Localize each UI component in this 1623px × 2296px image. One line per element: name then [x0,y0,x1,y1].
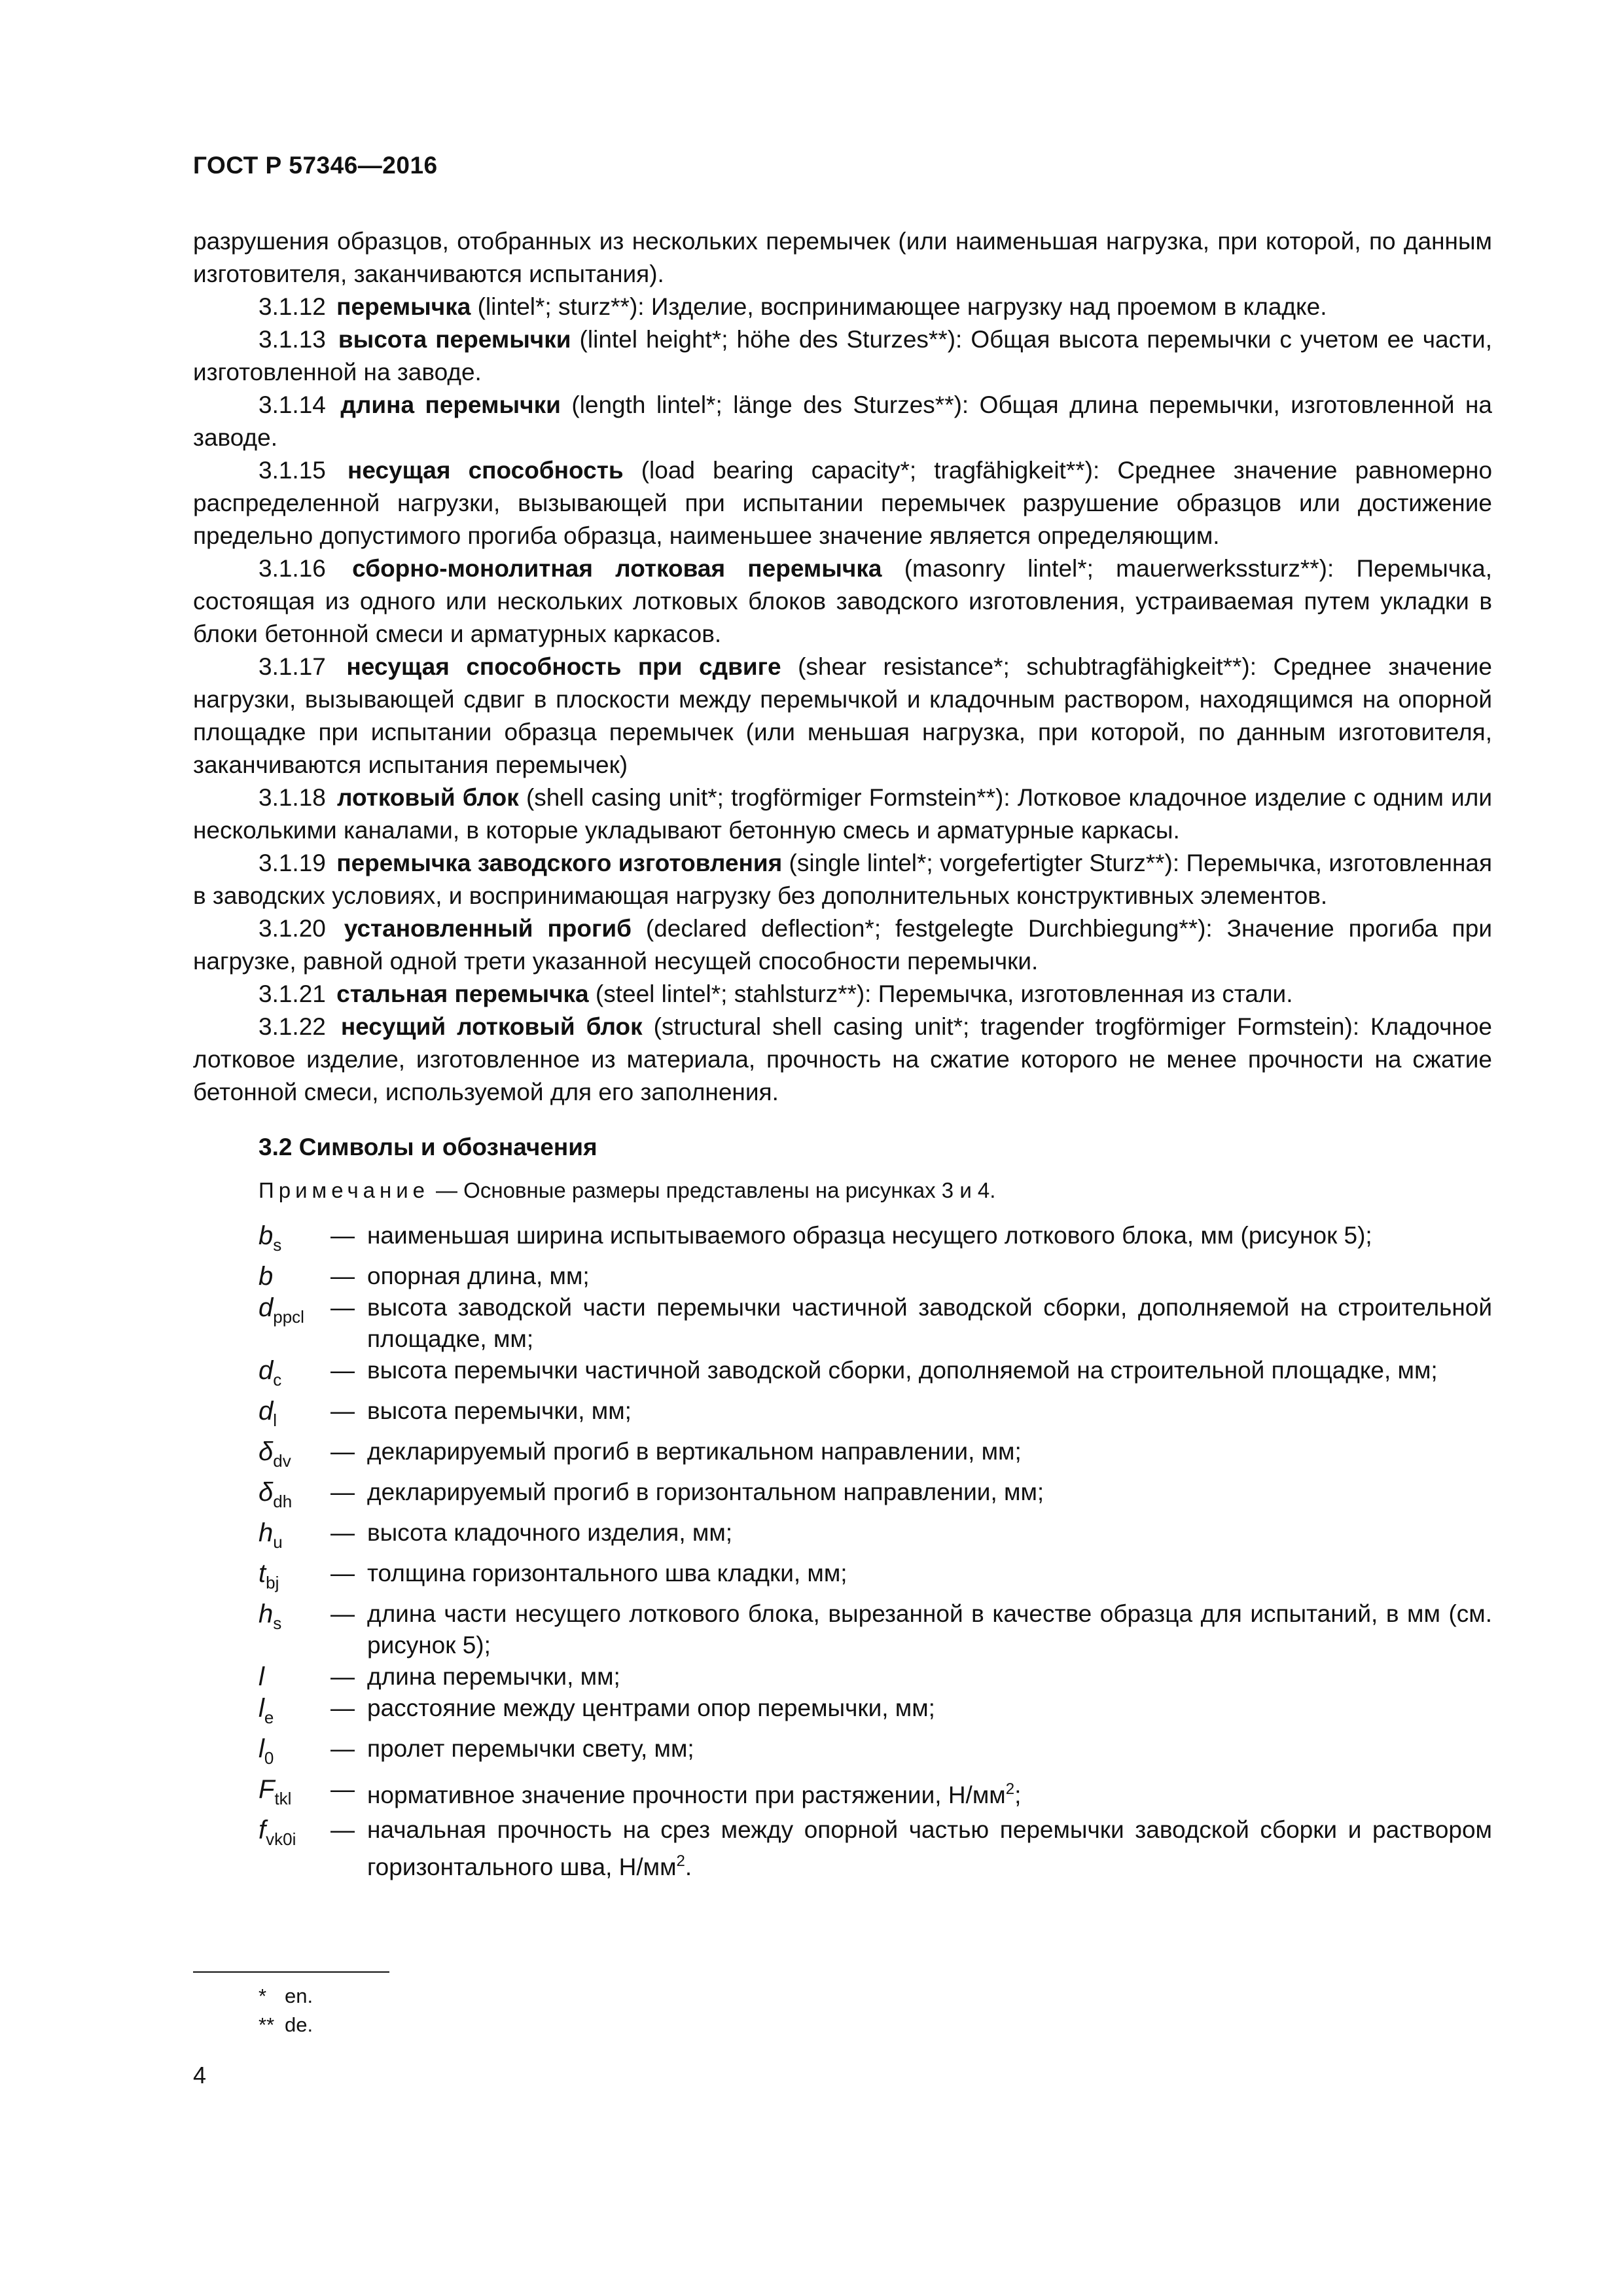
symbol-description-text: высота перемычки, мм; [367,1397,632,1424]
note-label: Примечание [259,1178,430,1202]
definition-item [193,552,1492,651]
definition-text: (length lintel*; länge des Sturzes**): Общая длина перемычки, изготовленной на заводе. [193,391,1492,451]
symbol-description [367,1292,1492,1355]
symbol-description-text: пролет перемычки свету, мм; [367,1735,694,1762]
symbol [259,1436,330,1477]
definition-term: лотковый блок [337,784,519,811]
document-body [193,225,1492,1883]
symbol-base: d [259,1293,274,1322]
footnote [259,2012,313,2038]
definition-text: (single lintel*; vorgefertigter Sturz**): Перемычка, изготовленная в заводских условиях, и воспринимающая нагрузку без дополнительных конструктивных элементов. [193,850,1492,909]
definition-text: (lintel*; sturz**): Изделие, воспринимающее нагрузку над проемом в кладке. [471,293,1327,320]
symbol-description-text: опорная длина, мм; [367,1263,590,1289]
symbol-description-text: начальная прочность на срез между опорной частью перемычки заводской сборки и раствором горизонтального шва, Н/мм [367,1816,1492,1880]
symbol-subscript: s [273,1235,282,1255]
footnote-text: en. [285,1984,313,2007]
symbol-base: b [259,1221,274,1250]
symbol-base: d [259,1397,274,1426]
symbol-description [367,1436,1492,1467]
symbol-subscript: bj [266,1573,279,1592]
symbol-description-text: высота перемычки частичной заводской сборки, дополняемой на строительной площадке, мм; [367,1357,1438,1384]
symbol-description-tail: . [685,1854,692,1880]
symbol-base: δ [259,1437,274,1466]
note-text: — Основные размеры представлены на рисунках 3 и 4. [436,1178,996,1202]
symbol-description-text: длина части несущего лоткового блока, вырезанной в качестве образца для испытаний, в мм (см. рисунок 5); [367,1600,1492,1659]
definition-item [193,291,1492,323]
definition-term: перемычка [336,293,471,320]
definition-item [193,323,1492,389]
definition-item [193,651,1492,781]
document-header: ГОСТ Р 57346—2016 [193,152,438,179]
symbol-base: l [259,1734,264,1763]
symbol-description-text: расстояние между центрами опор перемычки, мм; [367,1695,935,1721]
symbol-row [193,1436,1492,1477]
symbol-description-text: декларируемый прогиб в горизонтальном направлении, мм; [367,1479,1044,1505]
symbol [259,1814,330,1855]
section-title: 3.2 Символы и обозначения [259,1134,597,1160]
definition-number: 3.1.19 [259,850,326,876]
symbol-subscript: s [273,1613,282,1633]
intro-paragraph: разрушения образцов, отобранных из нескольких перемычек (или наименьшая нагрузка, при которой, по данным изготовителя, заканчиваются испытания). [193,228,1492,287]
symbol [259,1693,330,1733]
symbol [259,1774,330,1814]
definition-number: 3.1.15 [259,457,326,484]
symbol-row [193,1395,1492,1436]
symbol-dash: — [330,1735,355,1762]
symbol-description-text: высота заводской части перемычки частичной заводской сборки, дополняемой на строительной площадке, мм; [367,1294,1492,1352]
symbol-subscript: tkl [274,1789,292,1808]
definition-term: установленный прогиб [344,915,632,942]
symbol-description [367,1814,1492,1883]
symbol-dash: — [330,1695,355,1721]
unit-superscript: 2 [1005,1780,1015,1798]
symbol-dash: — [330,1222,355,1249]
symbol-description [367,1774,1492,1811]
symbol-subscript: c [273,1370,282,1390]
definition-item [193,454,1492,552]
definition-text: (shear resistance*; schubtragfähigkeit**): Среднее значение нагрузки, вызывающей сдвиг в плоскости между перемычкой и кладочным раствором, находящимся на опорной площадке при испытании образца перемычек (или меньшая нагрузка, при которой, по данным изготовителя, заканчиваются испытания перемычек) [193,653,1492,778]
symbol [259,1733,330,1774]
definition-text: (structural shell casing unit*; tragender trogförmiger Formstein): Кладочное лотковое изделие, изготовленное из материала, прочность на сжатие которого не менее прочности на сжатие бетонной смеси, используемой для его заполнения. [193,1013,1492,1105]
symbol [259,1220,330,1261]
symbol-description [367,1733,1492,1765]
unit-superscript: 2 [676,1852,685,1870]
symbol-dash: — [330,1479,355,1505]
symbol-description-text: нормативное значение прочности при растяжении, Н/мм [367,1782,1006,1808]
note [259,1175,1492,1206]
symbol-description [367,1693,1492,1724]
symbol-description-text: толщина горизонтального шва кладки, мм; [367,1560,847,1587]
definition-number: 3.1.21 [259,980,326,1007]
symbol-description [367,1220,1492,1251]
symbol-row [193,1774,1492,1814]
symbol-subscript: l [273,1410,277,1430]
symbol-base: f [259,1816,266,1844]
symbol-description [367,1477,1492,1508]
symbol-base: l [259,1694,264,1723]
symbol [259,1292,330,1333]
symbol-description [367,1517,1492,1549]
definition-text: (lintel height*; höhe des Sturzes**): Общая высота перемычки с учетом ее части, изготовленной на заводе. [193,326,1492,386]
symbol-row [193,1292,1492,1355]
symbol-dash: — [330,1263,355,1289]
definitions-list [193,291,1492,1109]
definition-text: (declared deflection*; festgelegte Durchbiegung**): Значение прогиба при нагрузке, равной одной трети указанной несущей способности перемычки. [193,915,1493,975]
footnote-text: de. [285,2013,313,2036]
symbol-description [367,1395,1492,1427]
symbol-description [367,1261,1492,1292]
definition-term: сборно-монолитная лотковая перемычка [352,555,882,582]
symbol-row [193,1261,1492,1292]
symbol-subscript: u [273,1532,283,1552]
symbol-row [193,1814,1492,1883]
symbol-dash: — [330,1816,355,1843]
symbol-base: d [259,1356,274,1385]
definition-text: (load bearing capacity*; tragfähigkeit**): Среднее значение равномерно распределенной нагрузки, вызывающей при испытании перемычек разрушение образцов или достижение предельно допустимого прогиба образца, наименьшее значение является определяющим. [193,457,1493,549]
symbol-row [193,1517,1492,1558]
definition-number: 3.1.22 [259,1013,326,1040]
symbol [259,1355,330,1395]
symbol-dash: — [330,1560,355,1587]
definition-term: стальная перемычка [336,980,589,1007]
symbol-dash: — [330,1294,355,1321]
symbol-row [193,1355,1492,1395]
symbol-description-text: наименьшая ширина испытываемого образца несущего лоткового блока, мм (рисунок 5); [367,1222,1372,1249]
definition-number: 3.1.12 [259,293,326,320]
symbols-list [193,1220,1492,1883]
symbol-dash: — [330,1438,355,1465]
definition-number: 3.1.20 [259,915,326,942]
definition-item [193,978,1492,1011]
symbol-base: h [259,1518,274,1547]
symbol-description-tail: ; [1014,1782,1022,1808]
symbol-row [193,1598,1492,1661]
definition-text: (masonry lintel*; mauerwerkssturz**): Перемычка, состоящая из одного или нескольких лотковых блоков заводского изготовления, устраиваемая путем укладки в блоки бетонной смеси и арматурных каркасов. [193,555,1492,647]
symbol [259,1598,330,1639]
definition-number: 3.1.16 [259,555,326,582]
symbol-row [193,1558,1492,1598]
symbol-base: δ [259,1478,274,1507]
symbol-base: t [259,1559,266,1588]
symbol [259,1261,330,1292]
symbol-row [193,1477,1492,1517]
symbol-description [367,1598,1492,1661]
symbol-dash: — [330,1776,355,1803]
symbol-row [193,1220,1492,1261]
definition-text: (steel lintel*; stahlsturz**): Перемычка, изготовленная из стали. [588,980,1293,1007]
symbol-base: l [259,1662,264,1691]
symbol-subscript: e [264,1708,274,1727]
symbol-subscript: dv [273,1451,291,1471]
symbol-row [193,1733,1492,1774]
definition-term: высота перемычки [338,326,571,353]
symbol-dash: — [330,1663,355,1690]
symbol-row [193,1693,1492,1733]
definition-number: 3.1.18 [259,784,326,811]
definition-item [193,781,1492,847]
symbol-subscript: ppcl [273,1307,304,1327]
definition-text: (shell casing unit*; trogförmiger Formstein**): Лотковое кладочное изделие с одним или несколькими каналами, в которые укладывают бетонную смесь и арматурные каркасы. [193,784,1492,844]
symbol-dash: — [330,1519,355,1546]
symbol-subscript: dh [273,1492,293,1511]
definition-term: несущая способность [348,457,624,484]
definition-number: 3.1.17 [259,653,326,680]
symbol-dash: — [330,1357,355,1384]
symbol-description-text: длина перемычки, мм; [367,1663,620,1690]
symbol-description-text: декларируемый прогиб в вертикальном направлении, мм; [367,1438,1022,1465]
symbol-description [367,1355,1492,1386]
footnote-mark: * [259,1984,267,2007]
symbol-row [193,1661,1492,1693]
symbol-base: F [259,1775,275,1804]
footnote-rule [193,1971,389,1973]
symbol-base: b [259,1262,274,1291]
symbol-dash: — [330,1397,355,1424]
definition-term: длина перемычки [340,391,561,418]
symbol-subscript: vk0i [266,1829,296,1849]
footnote [259,1983,313,2009]
footnote-mark: ** [259,2013,275,2036]
symbol-base: h [259,1600,274,1628]
page-number: 4 [193,2062,207,2089]
symbol [259,1517,330,1558]
definition-number: 3.1.14 [259,391,326,418]
definition-term: перемычка заводского изготовления [336,850,783,876]
definition-number: 3.1.13 [259,326,326,353]
symbol [259,1661,330,1693]
symbol-dash: — [330,1600,355,1627]
symbol [259,1558,330,1598]
symbol [259,1395,330,1436]
symbol [259,1477,330,1517]
symbol-description-text: высота кладочного изделия, мм; [367,1519,733,1546]
definition-term: несущий лотковый блок [340,1013,643,1040]
symbol-description [367,1558,1492,1589]
definition-term: несущая способность при сдвиге [346,653,781,680]
definition-item [193,912,1492,978]
definition-item [193,1011,1492,1109]
symbol-description [367,1661,1492,1693]
symbol-subscript: 0 [264,1748,274,1768]
definition-item [193,847,1492,912]
definition-item [193,389,1492,454]
